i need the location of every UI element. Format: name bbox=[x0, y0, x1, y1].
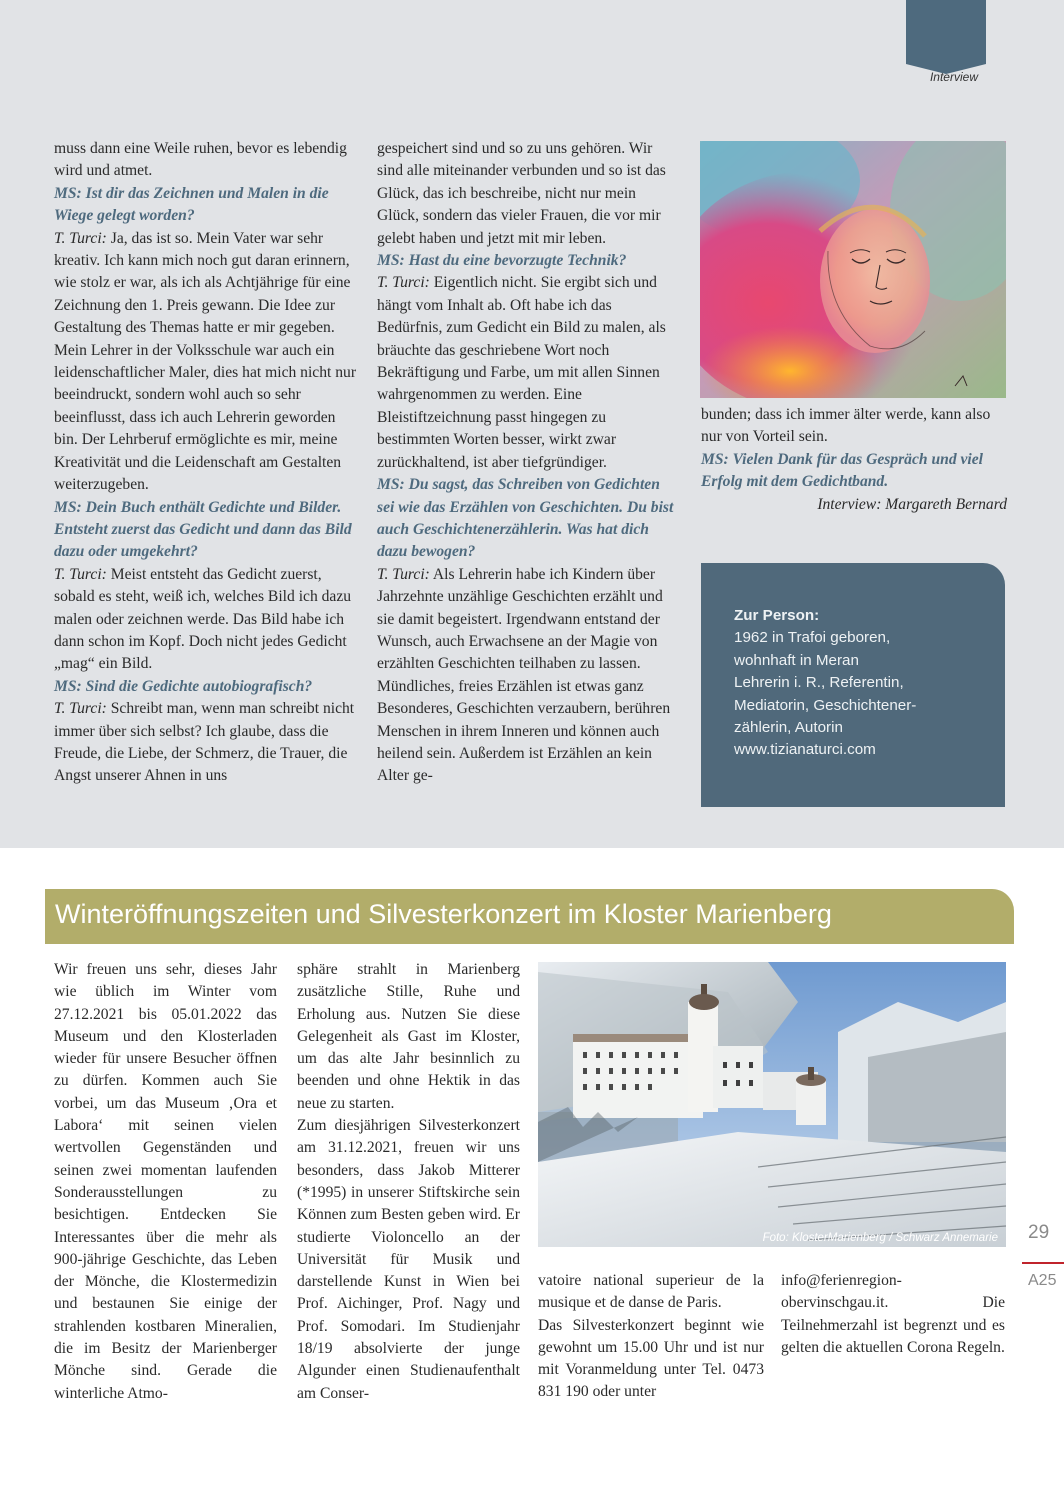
paragraph: info@ferienregion-obervinschgau.it. Die Teilnehmerzahl ist begrenzt und es gelten die aktuellen Corona Regeln. bbox=[781, 1272, 1005, 1356]
article-banner bbox=[45, 889, 1014, 944]
paragraph: bunden; dass ich immer älter werde, kann also nur von Vorteil sein. bbox=[701, 406, 991, 446]
answer-text: Als Lehrerin habe ich Kindern über Jahrzehnte unzählige Geschichten erzählt und sie damit begeistert. Irgendwann entstand der Wunsch, auch Erwachsene an der Magie von erzählten Geschichten teilhaben zu lassen. Mündliches, freies Erzählen ist etwas ganz Besonderes, Geschichten verzaubern, berühren Menschen in ihrem Inneren und können auch heilend sein. Außerdem ist Erzählen an kein Alter ge- bbox=[377, 565, 671, 785]
page-number: 29 bbox=[1028, 1222, 1050, 1243]
question: MS: Vielen Dank für das Gespräch und viel Erfolg mit dem Gedichtband. bbox=[701, 450, 984, 491]
paragraph: Das Silvesterkonzert beginnt wie gewohnt um 15.00 Uhr und ist nur mit Voranmeldung unter Tel. 0473 831 190 oder unter bbox=[538, 1316, 764, 1401]
article-column-2 bbox=[297, 959, 520, 1405]
person-line: 1962 in Trafoi geboren, bbox=[734, 629, 891, 647]
article-title: Winteröffnungszeiten und Silvesterkonzert im Kloster Marienberg bbox=[55, 899, 832, 929]
section-tab bbox=[906, 0, 986, 64]
paragraph: gespeichert sind und so zu uns gehören. Wir sind alle miteinander verbunden und so ist das Glück, das ich beschreibe, nicht nur mein Glück, sondern das vieler Frauen, die vor mir gelebt haben und jetzt mit mir leben. bbox=[377, 140, 666, 247]
photo-credit: Foto: KlosterMarienberg / Schwarz Annemarie bbox=[762, 1232, 998, 1244]
answer-text: Meist entsteht das Gedicht zuerst, sobald es steht, weiß ich, welches Bild ich dazu malen oder zeichnen werde. Das Bild habe ich dann schon im Kopf. Doch nicht jedes Gedicht „mag“ ein Bild. bbox=[54, 565, 352, 673]
question: MS: Hast du eine bevorzugte Technik? bbox=[377, 252, 627, 270]
question: MS: Du sagst, das Schreiben von Gedichten sei wie das Erzählen von Geschichten. Du bist auch Geschichtenerzählerin. Was hat dich dazu bewogen? bbox=[377, 476, 674, 561]
article-column-1 bbox=[54, 959, 277, 1405]
watercolor-portrait-image bbox=[700, 141, 1006, 398]
question: MS: Ist dir das Zeichnen und Malen in die Wiege gelegt worden? bbox=[54, 184, 329, 225]
person-line: wohnhaft in Meran bbox=[734, 651, 859, 669]
answer-text: Schreibt man, wenn man schreibt nicht immer über sich selbst? Ich glaube, dass die Freude, die Liebe, der Schmerz, die Trauer, die Angst unserer Ahnen in uns bbox=[54, 700, 355, 785]
interview-column-2 bbox=[377, 138, 679, 788]
article-column-4 bbox=[781, 1270, 1005, 1359]
speaker: T. Turci: bbox=[377, 274, 430, 292]
answer-text: Eigentlich nicht. Sie ergibt sich und hängt vom Inhalt ab. Oft habe ich das Bedürfnis, zum Gedicht ein Bild zu malen, als bräuchte das geschriebene Wort noch Bekräftigung und Farbe, um mit allen Sinnen wahrgenommen zu werden. Eine Bleistiftzeichnung passt hingegen zu bestimmten Worten besser, wirkt zwar zurückhaltend, ist aber tiefgründiger. bbox=[377, 274, 666, 471]
page-divider bbox=[1022, 1262, 1064, 1264]
paragraph: Wir freuen uns sehr, dieses Jahr wie üblich im Winter vom 27.12.2021 bis 05.01.2022 das Museum und den Klosterladen wieder für unsere Besucher öffnen zu dürfen. Kommen auch Sie vorbei, um das Museum ‚Ora et Labora‘ mit seinen vielen wertvollen Gegenständen und seinen zwei momentan laufenden Sonderausstellungen zu besichtigen. Entdecken Sie Interessantes über die mehr als 900-jährige Geschichte, das Leben der Mönche, die Klostermedizin und bestaunen Sie einige der strahlenden kostbaren Mineralien, die im Besitz der Marienberger Mönche sind. Gerade die winterliche Atmo- bbox=[54, 961, 277, 1402]
person-website: www.tizianaturci.com bbox=[734, 741, 876, 759]
person-line: zählerin, Autorin bbox=[734, 719, 843, 737]
answer bbox=[54, 698, 359, 788]
speaker: T. Turci: bbox=[54, 565, 107, 583]
paragraph: sphäre strahlt in Marienberg zusätzliche Stille, Ruhe und Erholung aus. Nutzen Sie diese Gelegenheit als Gast im Kloster, um das alte Jahr besinnlich zu beenden und ohne Hektik in das neue zu starten. bbox=[297, 961, 520, 1112]
interview-column-3 bbox=[701, 404, 1007, 516]
interview-column-1 bbox=[54, 138, 359, 788]
answer bbox=[377, 564, 679, 788]
question: MS: Sind die Gedichte autobiografisch? bbox=[54, 677, 313, 695]
paragraph: vatoire national superieur de la musique et de danse de Paris. bbox=[538, 1272, 764, 1312]
article-column-3 bbox=[538, 1270, 764, 1404]
speaker: T. Turci: bbox=[54, 229, 107, 247]
person-info-box bbox=[701, 563, 1005, 807]
answer bbox=[377, 272, 679, 474]
answer-text: Ja, das ist so. Mein Vater war sehr kreativ. Ich kann mich noch gut daran erinnern, wie stolz er war, als ich als Achtjährige für eine Zeichnung den 1. Preis gewann. Die Idee zur Gestaltung des Themas hatte er mir gegeben. Mein Lehrer in der Volksschule war auch ein leidenschaftlicher Maler, dies hat mich nicht nur beeindruckt, sondern wohl auch so sehr beeinflusst, dass ich auch Lehrerin geworden bin. Der Lehrberuf ermöglichte es mir, meine Kreativität und die Leidenschaft am Gestalten weiterzugeben. bbox=[54, 229, 357, 494]
person-line: Lehrerin i. R., Referentin, bbox=[734, 674, 904, 692]
portrait-illustration bbox=[700, 141, 1006, 398]
answer bbox=[54, 564, 359, 676]
question: MS: Dein Buch enthält Gedichte und Bilder. Entsteht zuerst das Gedicht und dann das Bild dazu oder umgekehrt? bbox=[54, 498, 352, 561]
page-code: A25 bbox=[1028, 1272, 1057, 1289]
monastery-photo bbox=[538, 962, 1006, 1247]
person-line: Mediatorin, Geschichtener- bbox=[734, 696, 917, 714]
winter-monastery-illustration bbox=[538, 962, 1006, 1247]
speaker: T. Turci: bbox=[377, 565, 430, 583]
signature: Interview: Margareth Bernard bbox=[817, 495, 1007, 513]
answer bbox=[54, 228, 359, 497]
speaker: T. Turci: bbox=[54, 700, 107, 718]
paragraph: muss dann eine Weile ruhen, bevor es lebendig wird und atmet. bbox=[54, 140, 347, 180]
person-heading: Zur Person: bbox=[734, 607, 820, 624]
paragraph: Zum diesjährigen Silvesterkonzert am 31.12.2021, freuen wir uns besonders, dass Jakob Mitterer (*1995) in unserer Stiftskirche sein Können zum Besten geben wird. Er studierte Violoncello an der Universität für Musik und darstellende Kunst in Wien bei Prof. Aichinger, Prof. Nagy und Prof. Somodari. Im Studienjahr 18/19 absolvierte der junge Algunder einen Studienaufenthalt am Conser- bbox=[297, 1117, 520, 1402]
section-label: Interview bbox=[929, 70, 978, 84]
